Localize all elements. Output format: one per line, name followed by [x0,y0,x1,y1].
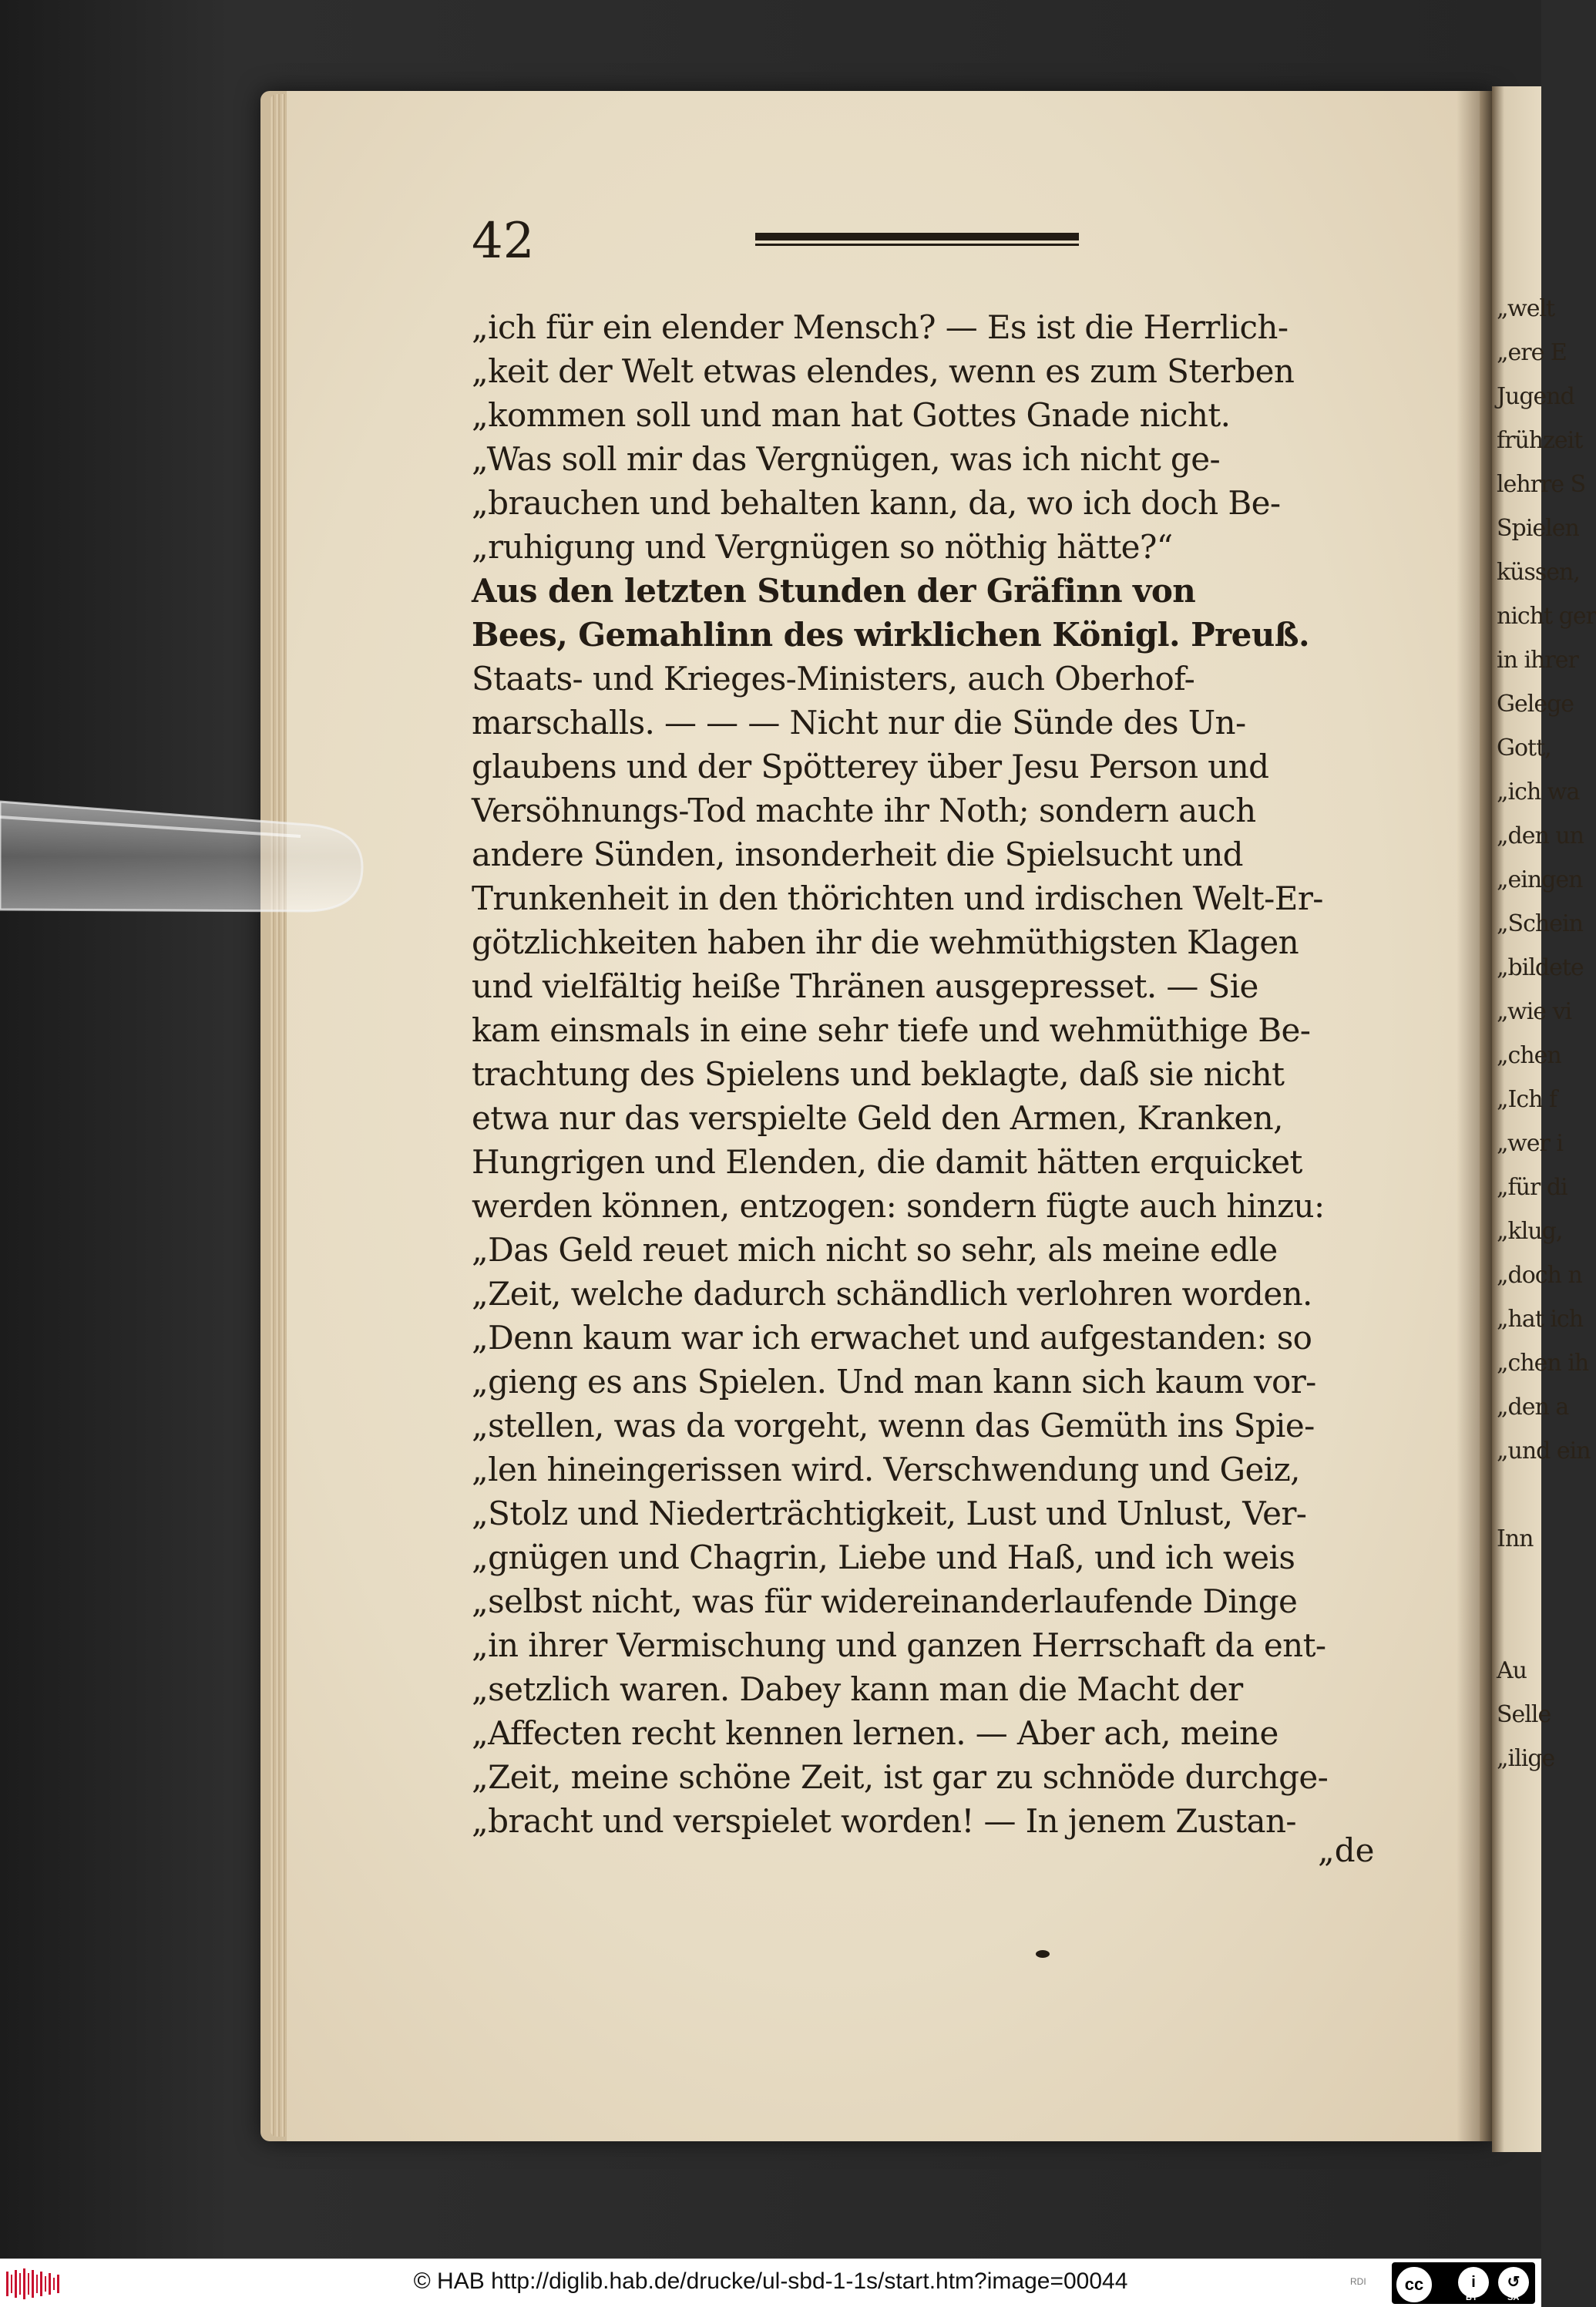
page-gutter [1457,91,1495,2141]
next-page-fragment: „bildete [1497,954,1584,981]
next-page-fragment: nicht ger [1497,603,1596,630]
next-page-fragment: „wer i [1497,1130,1563,1157]
text-line: „kommen soll und man hat Gottes Gnade nicht. [472,396,1231,434]
next-page-fragment: „ich wa [1497,779,1580,805]
header-rule [755,233,1079,240]
text-line: „Zeit, meine schöne Zeit, ist gar zu schnöde durchge- [472,1758,1329,1796]
text-line: marschalls. — — — Nicht nur die Sünde des Un- [472,704,1246,742]
next-page-fragment: frühzeit [1497,427,1583,454]
next-page-fragment: „hat ich [1497,1306,1584,1333]
next-page-fragment: „ere E [1497,339,1567,366]
text-line: „len hineingerissen wird. Verschwendung und Geiz, [472,1451,1300,1488]
text-line: „keit der Welt etwas elendes, wenn es zum Sterben [472,352,1295,390]
next-page-fragment: „wie vi [1497,998,1572,1025]
text-line: werden können, entzogen: sondern fügte auch hinzu: [472,1187,1325,1225]
text-line: „brauchen und behalten kann, da, wo ich doch Be- [472,484,1281,522]
next-page-fragment: Jugend [1497,383,1574,410]
catchword: „de [1318,1831,1375,1869]
text-line: kam einsmals in eine sehr tiefe und wehmüthige Be- [472,1011,1311,1049]
text-line: glaubens und der Spötterey über Jesu Person und [472,748,1269,785]
next-page-fragment: „ilige [1497,1745,1555,1772]
footer-source-link[interactable]: © HAB http://diglib.hab.de/drucke/ul-sbd-1-1s/start.htm?image=00044 [413,2268,1128,2294]
text-line: Trunkenheit in den thörichten und irdischen Welt-Er- [472,879,1323,917]
text-line: und vielfältig heiße Thränen ausgepresset. — Sie [472,967,1258,1005]
next-page-fragment [1497,1561,1543,1605]
next-page-fragment: „Ich f [1497,1086,1557,1113]
text-line: trachtung des Spielens und beklagte, daß sie nicht [472,1055,1285,1093]
text-line: Aus den letzten Stunden der Gräfinn von [472,572,1196,610]
text-line: „gieng es ans Spielen. Und man kann sich kaum vor- [472,1363,1316,1401]
ink-mark [1036,1950,1050,1958]
page-number: 42 [472,213,535,270]
next-page-edge [1492,86,1596,2152]
next-page-fragment: küssen, [1497,559,1580,586]
by-icon: i [1458,2267,1489,2298]
next-page-fragment: Selle [1497,1701,1551,1728]
next-page-fragment: „chen ih [1497,1350,1589,1377]
text-line: „in ihrer Vermischung und ganzen Herrschaft da ent- [472,1626,1326,1664]
text-line: „setzlich waren. Dabey kann man die Macht der [472,1670,1243,1708]
next-page-fragment: Au [1497,1657,1527,1684]
next-page-fragment: „chen [1497,1042,1561,1069]
next-page-fragment [1497,1473,1543,1517]
text-line: „selbst nicht, was für widereinanderlaufende Dinge [472,1582,1298,1620]
cc-icon: cc [1395,2265,1433,2304]
header-rule-thin [755,244,1079,246]
text-line: „Denn kaum war ich erwachet und aufgestanden: so [472,1319,1312,1357]
next-page-fragment: „welt [1497,295,1555,322]
text-line: „Zeit, welche dadurch schändlich verlohren worden. [472,1275,1312,1313]
text-line: etwa nur das verspielte Geld den Armen, Kranken, [472,1099,1283,1137]
next-page-fragment: Gott, [1497,735,1551,762]
next-page-fragment: „den un [1497,822,1584,849]
next-page-fragment: lehrre S [1497,471,1586,498]
text-line: „Stolz und Niederträchtigkeit, Lust und Unlust, Ver- [472,1495,1307,1532]
text-line: Hungrigen und Elenden, die damit hätten erquicket [472,1143,1302,1181]
text-line: Versöhnungs-Tod machte ihr Noth; sondern auch [472,792,1256,829]
next-page-fragment: „für di [1497,1174,1567,1201]
glass-ruler [0,794,362,917]
next-page-fragment: „Schein [1497,910,1583,937]
next-page-fragment [1497,1605,1543,1649]
text-line: „gnügen und Chagrin, Liebe und Haß, und ich weis [472,1539,1295,1576]
next-page-fragment: „klug, [1497,1218,1563,1245]
text-line: „stellen, was da vorgeht, wenn das Gemüth ins Spie- [472,1407,1315,1444]
sa-icon: ↺ [1498,2267,1529,2298]
next-page-fragment: „und ein [1497,1438,1591,1465]
next-page-fragment: Gelege [1497,691,1574,718]
footer-bar [0,2258,1541,2307]
text-line: „Was soll mir das Vergnügen, was ich nicht ge- [472,440,1221,478]
text-line: „bracht und verspielet worden! — In jenem Zustan- [472,1802,1296,1840]
text-line: Staats- und Krieges-Ministers, auch Oberhof- [472,660,1195,698]
text-line: götzlichkeiten haben ihr die wehmüthigsten Klagen [472,923,1299,961]
text-line: „ich für ein elender Mensch? — Es ist die Herrlich- [472,308,1289,346]
next-page-fragment: Inn [1497,1525,1534,1552]
text-line: Bees, Gemahlinn des wirklichen Königl. Preuß. [472,616,1309,654]
cc-license-badge[interactable] [1392,2262,1535,2304]
footer-small-mark: RDI [1350,2276,1366,2287]
next-page-fragments [1497,287,1596,1781]
next-page-fragment: Spielen [1497,515,1579,542]
next-page-fragment: in ihrer [1497,647,1578,674]
next-page-fragment: „den a [1497,1394,1569,1421]
next-page-fragment: „eingen [1497,866,1583,893]
by-label: BY [1466,2293,1478,2302]
page-text [472,305,1366,1843]
text-line: „Das Geld reuet mich nicht so sehr, als meine edle [472,1231,1278,1269]
text-line: „ruhigung und Vergnügen so nöthig hätte?“ [472,528,1173,566]
text-line: andere Sünden, insonderheit die Spielsucht und [472,836,1243,873]
text-line: „Affecten recht kennen lernen. — Aber ach, meine [472,1714,1278,1752]
next-page-fragment: „doch n [1497,1262,1582,1289]
sa-label: SA [1507,2293,1520,2302]
